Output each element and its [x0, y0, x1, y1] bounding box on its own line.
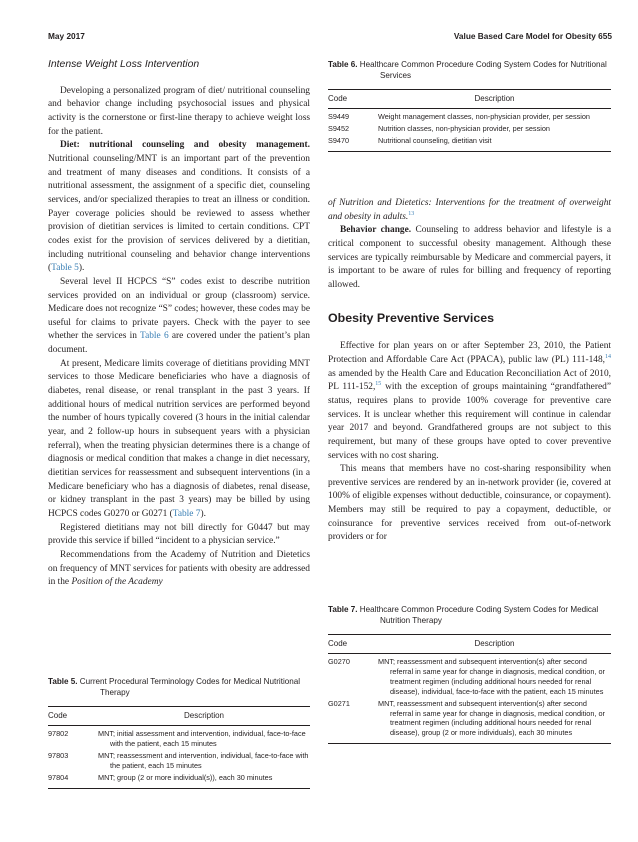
table-7-link[interactable]: Table 7 — [172, 509, 201, 519]
code-cell: G0270 — [328, 657, 350, 666]
table-caption: Table 5. Current Procedural Terminology Codes for Medical Nutritional Therapy — [48, 677, 301, 697]
paragraph: Behavior change. Counseling to address behavior and lifestyle is a critical component to successful obesity management. Although these services are typically reimbursable by Medicare and commercial payers, it is important to be aware of rules for billing and frequency of reporting allowed. — [328, 225, 611, 290]
table-row — [48, 729, 310, 749]
paragraph: of Nutrition and Dietetics: Interventions for the treatment of overweight and obesity in adults.$^{13}$ — [328, 198, 611, 222]
table-row — [328, 657, 611, 697]
table-header: Code Description — [328, 89, 611, 109]
table-caption: Table 7. Healthcare Common Procedure Coding System Codes for Medical Nutrition Therapy — [328, 605, 599, 625]
run-in-heading: Behavior change. — [340, 225, 412, 236]
table-row — [328, 124, 611, 134]
code-cell: S9452 — [328, 123, 350, 133]
description-cell: MNT; initial assessment and intervention, individual, face-to-face with the patient, each 15 minutes — [98, 729, 306, 748]
description-cell: MNT, reassessment and subsequent intervention(s) after second referral in same year for change in diagnosis, medical condition, or treatment regimen (including additional hours needed for renal disease), group (2 or more individuals), each 30 minutes — [378, 698, 605, 738]
code-cell: S9470 — [328, 135, 350, 145]
running-header-title: Value Based Care Model for Obesity 655 — [453, 31, 612, 41]
right-column — [328, 197, 611, 545]
paragraph: This means that members have no cost-sharing responsibility when preventive services are rendered by an in-network provider (ie, covered at 100% of eligible expenses without deductible, coinsurance, or copayment). Members may still be required to pay a copayment, deductible, or coinsurance for preventive services received from out-of-network providers or for — [328, 464, 611, 543]
section-title: Obesity Preventive Services — [328, 310, 494, 325]
description-cell: MNT; group (2 or more individual(s)), each 30 minutes — [98, 772, 273, 782]
table-row — [48, 751, 310, 771]
subheading: Intense Weight Loss Intervention — [48, 59, 200, 70]
table-7 — [328, 605, 611, 744]
left-column — [48, 58, 310, 590]
table-6-link[interactable]: Table 6 — [140, 331, 169, 342]
run-in-heading: Diet: nutritional counseling and obesity management. — [60, 140, 310, 151]
code-cell: G0271 — [328, 698, 350, 708]
paragraph: Developing a personalized program of diet/ nutritional counseling and behavior change including psychosocial issues and physical activity is the cornerstone or first-line therapy to achieve weight loss for the patient. — [48, 85, 310, 137]
table-body — [48, 726, 310, 789]
description-cell: MNT; reassessment and intervention, individual, face-to-face with the patient, each 15 minutes — [98, 750, 309, 770]
description-cell: MNT; reassessment and subsequent intervention(s) after second referral in same year for change in diagnosis, medical condition, or treatment regimen (including additional hours needed for renal disease), individual, face-to-face with the patient, each 15 minutes — [378, 657, 605, 696]
paragraph: Effective for plan years on or after September 23, 2010, the Patient Protection and Affordable Care Act (PPACA), public law (PL) 111-148,14 as amended by the Health Care and Education Reconciliation Act of 2010, PL 111-152,15 with the exception of groups maintaining “grandfathered” status, requires plans to provide 100% coverage for preventive care services. It is unclear whether this requirement will continue in calendar year 2017 and beyond. Grandfathered groups are not subject to this requirement, but many of these groups have opted to cover preventive services with no cost sharing. — [328, 341, 611, 461]
paragraph: Registered dietitians may not bill directly for G0447 but may provide this service if billed “incident to a physician service.” — [48, 522, 310, 547]
table-body — [328, 109, 611, 152]
table-row — [48, 773, 310, 783]
code-cell: 97803 — [48, 750, 69, 760]
description-cell: Nutritional counseling, dietitian visit — [378, 135, 492, 145]
running-header-date: May 2017 — [48, 31, 85, 41]
table-row — [328, 136, 611, 146]
table-row — [328, 112, 611, 122]
table-body — [328, 654, 611, 744]
table-row — [328, 699, 611, 739]
table-5 — [48, 677, 310, 789]
code-cell: 97804 — [48, 772, 69, 782]
table-header: Code Description — [48, 706, 310, 726]
citation-15[interactable]: 15 — [375, 381, 382, 388]
code-cell: 97802 — [48, 729, 69, 738]
paragraph: At present, Medicare limits coverage of dietitians providing MNT services to those Medicare beneficiaries who have a diagnosis of diabetes, renal disease, or renal transplant in the past 3 years. If additional hours of medical nutrition services are performed beyond the number of hours typically covered (3 hours in the initial calendar year, and 2 follow-up hours in subsequent years with a physician referral), when the treating physician determines there is a change of diagnosis or medical condition that makes a change in diet necessary, dietitian services for reassessment and subsequent interventions (in a Medicare beneficiary who has a diagnosis of diabetes, renal disease, or kidney transplant in the past 3 years) may be billed by using HCPCS codes G0270 or G0271 (Table 7). — [48, 358, 310, 519]
description-cell: Nutrition classes, non-physician provider, per session — [378, 123, 550, 133]
description-cell: Weight management classes, non-physician provider, per session — [378, 112, 590, 121]
citation-13[interactable]: 13 — [408, 210, 415, 217]
table-6 — [328, 60, 611, 152]
paragraph: Diet: nutritional counseling and obesity management. Nutritional counseling/MNT is an important part of the prevention and treatment of many diseases and conditions. It consists of a nutritional assessment, the assignment of a specific diet, counseling services, and/or specialized therapies to treat an illness or condition. Payer coverage policies should be reviewed to assess whether provision of dietitian services is limited to certain conditions. CPT codes exist for the provision of services delivered by a dietitian, including nutritional counseling and behavior change interventions (Table 5). — [48, 140, 310, 274]
code-cell: S9449 — [328, 112, 350, 121]
table-5-link[interactable]: Table 5 — [51, 263, 79, 274]
table-header: Code Description — [328, 634, 611, 654]
citation-14[interactable]: 14 — [605, 353, 611, 360]
paragraph: Recommendations from the Academy of Nutrition and Dietetics on frequency of MNT services for patients with obesity are addressed in the Position of the Academy — [48, 549, 310, 588]
table-caption: Table 6. Healthcare Common Procedure Coding System Codes for Nutritional Services — [328, 60, 607, 80]
paragraph: Several level II HCPCS “S” codes exist to describe nutrition services provided on an individual or group (classroom) service. Medicare does not recognize “S” codes; however, these codes may be useful for claims to private payers. Check with the payer to see whether the services in Table 6 are covered under the patient’s plan document. — [48, 276, 310, 356]
